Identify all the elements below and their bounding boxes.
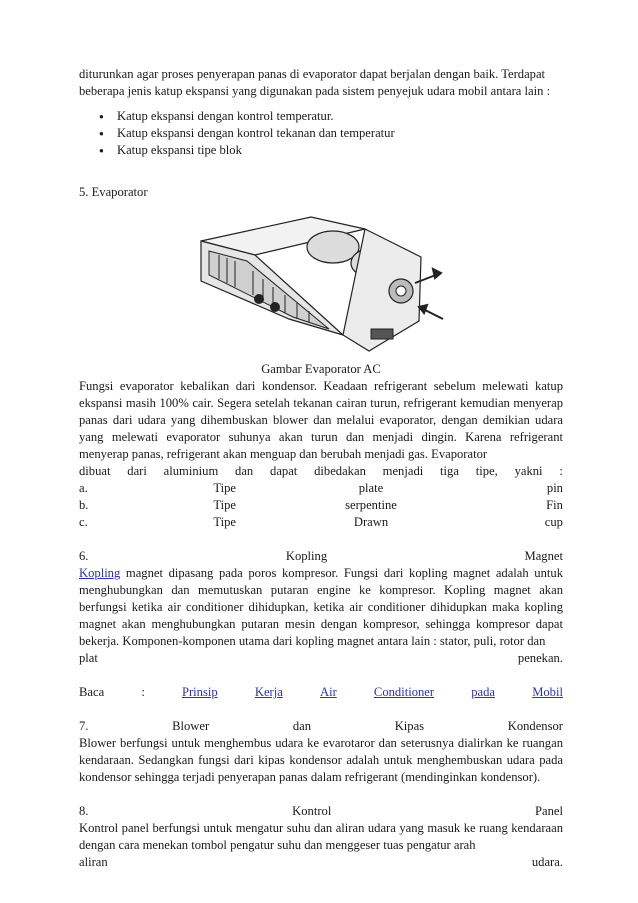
kopling-text: magnet dipasang pada poros kompresor. Fungsi dari kopling magnet adalah untuk menghubungkan dan memutuskan putaran engine ke kompresor. Kopling magnet akan berfungsi ketika air conditioner dihidupkan, ketika air conditioner dihidupkan maka kopling magnet akan menghubungkan putaran mesin dengan kompresor, sehingga kompresor dapat bekerja. Komponen-komponen utama dari kopling magnet antara lain : stator, puli, rotor dan: [79, 566, 563, 648]
intro-line-2: beberapa jenis katup ekspansi yang digunakan pada sistem penyejuk udara mobil antara lain :: [79, 84, 551, 98]
word: tiga: [440, 464, 459, 478]
word: menjadi: [382, 464, 424, 478]
type-word: plate: [358, 481, 384, 495]
document-page: [79, 66, 563, 871]
type-word: serpentine: [345, 498, 397, 512]
heading-word: Blower: [172, 719, 210, 733]
kopling-paragraph: [79, 565, 563, 650]
type-word: cup: [544, 515, 563, 529]
heading-number: 6.: [79, 549, 89, 563]
type-label: a.: [79, 481, 88, 495]
section-heading-kontrol: [79, 803, 563, 820]
list-item: ● Katup ekspansi dengan kontrol tekanan dan temperatur: [117, 125, 563, 142]
baca-line: [79, 684, 563, 701]
evaporator-type-c: [79, 514, 563, 531]
heading-word: Panel: [535, 804, 563, 818]
word: dibedakan: [314, 464, 366, 478]
bullet-list: [79, 108, 563, 159]
heading-word: Kondensor: [507, 719, 563, 733]
section-heading-evaporator: 5. Evaporator: [79, 185, 148, 199]
heading-word: Kopling: [285, 549, 328, 563]
evaporator-illustration: [193, 211, 453, 361]
word: aliran: [79, 855, 108, 869]
evaporator-paragraph: Fungsi evaporator kebalikan dari kondensor. Keadaan refrigerant sebelum melewati katup ekspansi masih 100% cair. Segera setelah tekanan cairan turun, refrigerant kemudian menyerap panas dari udara yang dihembuskan blower dan melalui evaporator, dengan demikian udara yang melewati evaporator suhunya akan turun dan menjadi dingin. Karena refrigerant menyerap panas, refrigerant akan menguap dan berubah menjadi gas. Evaporator: [79, 379, 563, 461]
heading-number: 8.: [79, 804, 89, 818]
kontrol-last-line: [79, 854, 563, 871]
type-word: Tipe: [213, 515, 236, 529]
section-heading-blower: [79, 718, 563, 735]
list-item: ● Katup ekspansi dengan kontrol temperatur.: [117, 108, 563, 125]
figure-caption: Gambar Evaporator AC: [261, 362, 381, 376]
heading-word: Kipas: [394, 719, 425, 733]
evaporator-type-b: [79, 497, 563, 514]
word: tipe,: [475, 464, 498, 478]
word: dibuat: [79, 464, 111, 478]
blower-paragraph: Blower berfungsi untuk menghembus udara ke evarotaror dan seterusnya dialirkan ke ruangan kendaraan. Sedangkan fungsi dari kipas kondensor adalah untuk menghembuskan udara pada kondensor sehingga terjadi penyerapan panas dalam refrigerant (mendinginkan kondensor).: [79, 736, 563, 784]
type-word: Fin: [546, 498, 563, 512]
intro-line-1: diturunkan agar proses penyerapan panas di evaporator dapat berjalan dengan baik. Terdapat: [79, 67, 546, 81]
related-article-link[interactable]: Conditioner: [373, 685, 435, 699]
word: penekan.: [517, 651, 563, 665]
heading-word: Magnet: [524, 549, 563, 563]
type-word: Drawn: [353, 515, 389, 529]
word: dapat: [270, 464, 298, 478]
word: udara.: [531, 855, 563, 869]
heading-word: Kontrol: [292, 804, 332, 818]
kopling-last-line: [79, 650, 563, 667]
kontrol-paragraph: Kontrol panel berfungsi untuk mengatur suhu dan aliran udara yang masuk ke ruang kendaraan dengan cara menekan tombol pengatur suhu dan menggeser tuas pengatur arah: [79, 821, 563, 852]
word: yakni: [514, 464, 543, 478]
type-word: Tipe: [213, 481, 236, 495]
evaporator-type-a: [79, 480, 563, 497]
word: dan: [235, 464, 254, 478]
type-word: Tipe: [213, 498, 236, 512]
list-item: ● Katup ekspansi tipe blok: [117, 142, 563, 159]
type-label: c.: [79, 515, 88, 529]
word: :: [559, 464, 563, 478]
related-article-link[interactable]: pada: [471, 685, 496, 699]
word: plat: [79, 651, 98, 665]
type-word: pin: [546, 481, 563, 495]
evaporator-last-line: [79, 463, 563, 480]
related-article-link[interactable]: Kerja: [254, 685, 283, 699]
heading-number: 7.: [79, 719, 89, 733]
type-label: b.: [79, 498, 89, 512]
evaporator-figure: [79, 211, 563, 361]
kopling-link[interactable]: Kopling: [79, 566, 121, 580]
baca-colon: :: [141, 685, 145, 699]
baca-label: Baca: [79, 685, 105, 699]
related-article-link[interactable]: Air: [319, 685, 337, 699]
heading-word: dan: [292, 719, 312, 733]
related-article-link[interactable]: Mobil: [532, 685, 563, 699]
word: aluminium: [163, 464, 219, 478]
section-heading-kopling: [79, 548, 563, 565]
word: dari: [127, 464, 147, 478]
related-article-link[interactable]: Prinsip: [181, 685, 218, 699]
